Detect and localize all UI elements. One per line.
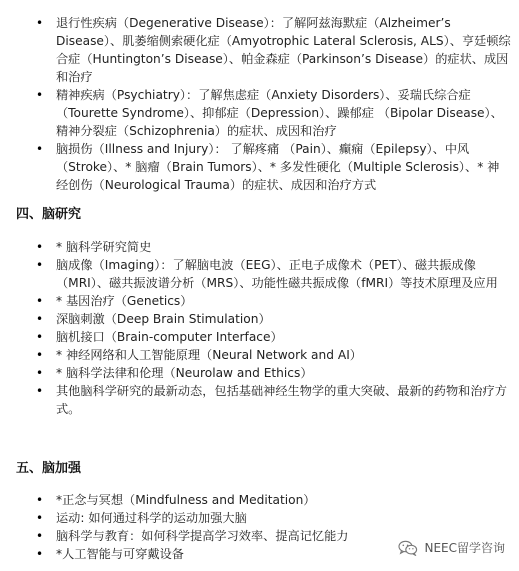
bullet-icon: • — [36, 88, 44, 102]
list-item — [0, 509, 519, 527]
watermark-text: NEEC留学咨询 — [424, 541, 505, 555]
list-item — [0, 382, 519, 418]
bullet-icon: • — [36, 330, 44, 344]
list-item — [0, 364, 519, 382]
list-item — [0, 310, 519, 328]
bullet-icon: • — [36, 294, 44, 308]
list-item-text: *人工智能与可穿戴设备 — [56, 547, 184, 561]
list-item-text: 脑机接口（Brain-computer Interface） — [56, 330, 283, 344]
list-item-text: 脑成像（Imaging）：了解脑电波（EEG）、正电子成像术（PET）、磁共振成像（MRI）、磁共振波谱分析（MRS）、功能性磁共振成像（fMRI）等技术原理及应用 — [56, 258, 498, 290]
bullet-icon: • — [36, 547, 44, 561]
list-item-text: * 神经网络和人工智能原理（Neural Network and AI） — [56, 348, 362, 362]
section-heading-enhance: 五、脑加强 — [16, 461, 82, 476]
list-item-text: 其他脑科学研究的最新动态，包括基础神经生物学的重大突破、最新的药物和治疗方式。 — [56, 384, 507, 416]
bullet-icon: • — [36, 258, 44, 272]
bullet-icon: • — [36, 493, 44, 507]
bullet-icon: • — [36, 16, 44, 30]
list-item — [0, 14, 519, 86]
disease-section — [0, 14, 519, 194]
bullet-icon: • — [36, 366, 44, 380]
watermark — [398, 539, 505, 557]
list-item — [0, 238, 519, 256]
list-item-text: 深脑刺激（Deep Brain Stimulation） — [56, 312, 271, 326]
list-item-text: 退行性疾病（Degenerative Disease）：了解阿兹海默症（Alzheimer’s Disease）、肌萎缩侧索硬化症（Amyotrophic Lateral Sclerosis, ALS）、亨廷顿综合症（Huntington’s Disease）、帕金森症（Parkinson’s Disease）的症状、成因和治疗 — [56, 16, 511, 84]
list-item — [0, 256, 519, 292]
list-item-text: 运动: 如何通过科学的运动加强大脑 — [56, 511, 247, 525]
list-item — [0, 491, 519, 509]
bullet-icon: • — [36, 312, 44, 326]
list-item-text: * 脑科学研究简史 — [56, 240, 152, 254]
list-item-text: * 脑科学法律和伦理（Neurolaw and Ethics） — [56, 366, 313, 380]
bullet-icon: • — [36, 142, 44, 156]
list-item-text: *正念与冥想（Mindfulness and Meditation） — [56, 493, 316, 507]
research-section — [0, 238, 519, 418]
section-heading-research: 四、脑研究 — [16, 207, 82, 222]
bullet-icon: • — [36, 348, 44, 362]
bullet-icon: • — [36, 384, 44, 398]
list-item — [0, 86, 519, 140]
bullet-icon: • — [36, 240, 44, 254]
disease-list — [0, 14, 519, 194]
bullet-icon: • — [36, 511, 44, 525]
list-item-text: 脑损伤（Illness and Injury）： 了解疼痛 （Pain）、癫痫（Epilepsy）、中风（Stroke）、* 脑瘤（Brain Tumors）、* 多发性硬化（Multiple Sclerosis）、* 神经创伤（Neurological Trauma）的症状、成因和治疗方式 — [56, 142, 500, 192]
research-list — [0, 238, 519, 418]
wechat-icon — [398, 540, 418, 556]
list-item — [0, 140, 519, 194]
list-item-text: 精神疾病（Psychiatry）：了解焦虑症（Anxiety Disorders）、妥瑞氏综合症（Tourette Syndrome）、抑郁症（Depression）、躁郁症 （Bipolar Disease）、精神分裂症（Schizophrenia）的症状、成因和治疗 — [56, 88, 503, 138]
list-item — [0, 328, 519, 346]
bullet-icon: • — [36, 529, 44, 543]
list-item-text: 脑科学与教育：如何科学提高学习效率、提高记忆能力 — [56, 529, 349, 543]
list-item — [0, 346, 519, 364]
list-item-text: * 基因治疗（Genetics） — [56, 294, 193, 308]
list-item — [0, 292, 519, 310]
